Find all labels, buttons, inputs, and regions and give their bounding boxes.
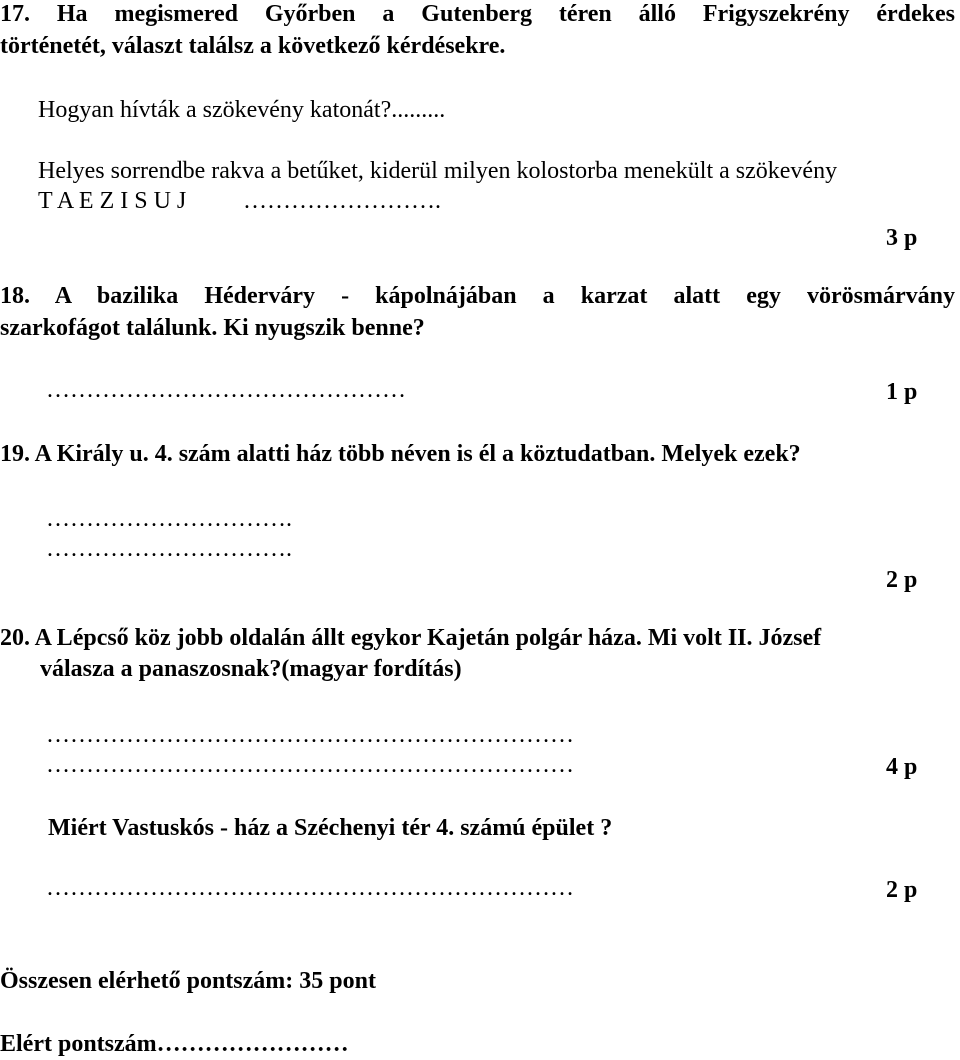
- q18-answer-line: ………………………………………: [46, 377, 406, 403]
- q19-title: 19. A Király u. 4. szám alatti ház több néven is él a köztudatban. Melyek ezek?: [0, 441, 801, 467]
- q19-points: 2 p: [886, 567, 918, 593]
- total-points: Összesen elérhető pontszám: 35 pont: [0, 968, 376, 994]
- q17-letters: T A E Z I S U J: [38, 188, 187, 214]
- q17-subquestion-monastery: Helyes sorrendbe rakva a betűket, kiderül milyen kolostorba menekült a szökevény: [38, 158, 838, 184]
- q19-answer-line-2: ………………………….: [46, 536, 292, 562]
- q18-title-line1: 18. A bazilika Héderváry - kápolnájában a karzat alatt egy vörösmárvány: [0, 283, 955, 309]
- q20-points: 4 p: [886, 754, 918, 780]
- q17-subquestion-name: Hogyan hívták a szökevény katonát?.........: [38, 97, 446, 123]
- extra-answer-line: …………………………………………………………: [46, 875, 574, 901]
- q20-answer-line-1: …………………………………………………………: [46, 722, 574, 748]
- achieved-points: Elért pontszám……………………: [0, 1031, 349, 1057]
- q17-title-line2: történetét, választ találsz a következő kérdésekre.: [0, 33, 506, 59]
- q20-title-line1: 20. A Lépcső köz jobb oldalán állt egykor Kajetán polgár háza. Mi volt II. József: [0, 625, 822, 651]
- q17-points: 3 p: [886, 225, 918, 251]
- q18-points: 1 p: [886, 379, 918, 405]
- q18-title-line2: szarkofágot találunk. Ki nyugszik benne?: [0, 315, 425, 341]
- extra-points: 2 p: [886, 877, 918, 903]
- q20-title-line2: válasza a panaszosnak?(magyar fordítás): [40, 656, 462, 682]
- q17-title-line1: 17. Ha megismered Győrben a Gutenberg téren álló Frigyszekrény érdekes: [0, 1, 955, 27]
- q17-answer-line: …………………….: [243, 188, 441, 214]
- q20-answer-line-2: …………………………………………………………: [46, 752, 574, 778]
- q19-answer-line-1: ………………………….: [46, 506, 292, 532]
- extra-question: Miért Vastuskós - ház a Széchenyi tér 4. számú épület ?: [48, 815, 613, 841]
